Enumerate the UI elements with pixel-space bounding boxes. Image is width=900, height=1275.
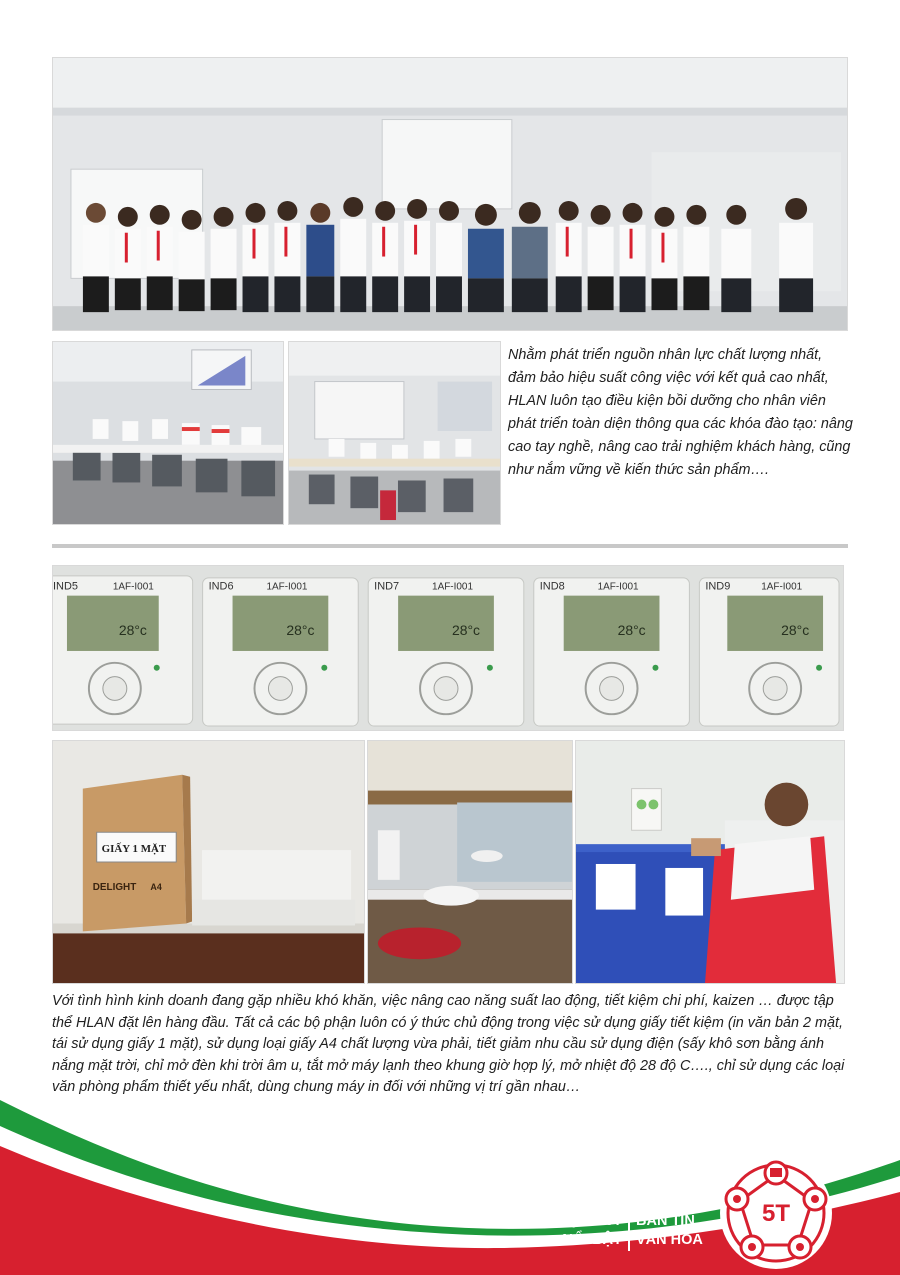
caption-training: Nhằm phát triển nguồn nhân lực chất lượng nhất, đảm bảo hiệu suất công việc với kết quả cao nhất, HLAN luôn tạo điều kiện bồi dưỡng cho nhân viên phát triển toàn diện thông qua các khóa đào tạo: nâng cao tay nghề, nâng cao trải nghiệm khách hàng, cũng như nắm vững về kiến thức sản phẩm…. [508, 347, 853, 478]
thermostat-temp: 28°c [617, 622, 646, 639]
thermostat-temp: 28°c [451, 622, 481, 639]
thermostats-photo [52, 565, 844, 731]
thermostat-code: 1AF-I001 [266, 581, 308, 593]
caption-savings: Với tình hình kinh doanh đang gặp nhiều khó khăn, việc nâng cao năng suất lao động, tiết kiệm chi phí, kaizen … được tập thể HLAN đặt lên hàng đầu. Tất cả các bộ phận luôn có ý thức chủ động trong việc sử dụng giấy tiết kiệm (in văn bản 2 mặt, tái sử dụng giấy 1 mặt), sử dụng loại giấy A4 chất lượng vừa phải, tiết giảm nhu cầu sử dụng điện (sấy khô sơn bằng ánh nắng mặt trời, chỉ mở đèn khi trời âm u, tắt mở máy lạnh theo khung giờ hợp lý, mở nhiệt độ 28 độ C…., chỉ sử dụng các loại văn phòng phẩm thiết yếu nhất, dùng chung máy in đối với những vị trí gần nhau… [52, 993, 845, 1095]
box-size: A4 [150, 881, 162, 892]
thermostat-label: IND5 [53, 580, 78, 593]
footer-right-line1: BẢN TIN [636, 1213, 695, 1229]
section-divider [52, 544, 848, 548]
thermostat-label: IND6 [208, 580, 234, 593]
box-label: GIẤY 1 MẶT [101, 843, 167, 856]
thermostat-temp: 28°c [286, 622, 315, 639]
showroom-photo [367, 740, 573, 984]
5t-badge-logo [712, 1153, 840, 1271]
thermostat-temp: 28°c [781, 622, 810, 639]
thermostat-label: IND9 [705, 580, 731, 593]
training-photo-right [288, 341, 501, 525]
thermostat-label: IND8 [539, 580, 565, 593]
thermostat-code: 1AF-I001 [761, 581, 803, 593]
footer-right-line2: VĂN HÓA [636, 1232, 703, 1248]
group-photo [52, 57, 848, 331]
footer-left-line2: NỔI BẬT [562, 1232, 622, 1248]
thermostat-temp: 28°c [118, 622, 147, 639]
footer-left-line1: HOẠT ĐỘNG 5T [512, 1213, 622, 1229]
thermostat-code: 1AF-I001 [597, 581, 639, 593]
staff-switch-photo [575, 740, 845, 984]
training-photo-left [52, 341, 284, 525]
footer-separator [628, 1215, 630, 1251]
badge-5t-text: 5T [761, 1200, 791, 1227]
box-brand: DELIGHT [92, 881, 137, 893]
thermostat-code: 1AF-I001 [112, 581, 154, 593]
thermostat-code: 1AF-I001 [432, 581, 473, 593]
footer-section-title [498, 1212, 622, 1250]
paper-box-photo [52, 740, 365, 984]
thermostat-label: IND7 [374, 580, 400, 593]
